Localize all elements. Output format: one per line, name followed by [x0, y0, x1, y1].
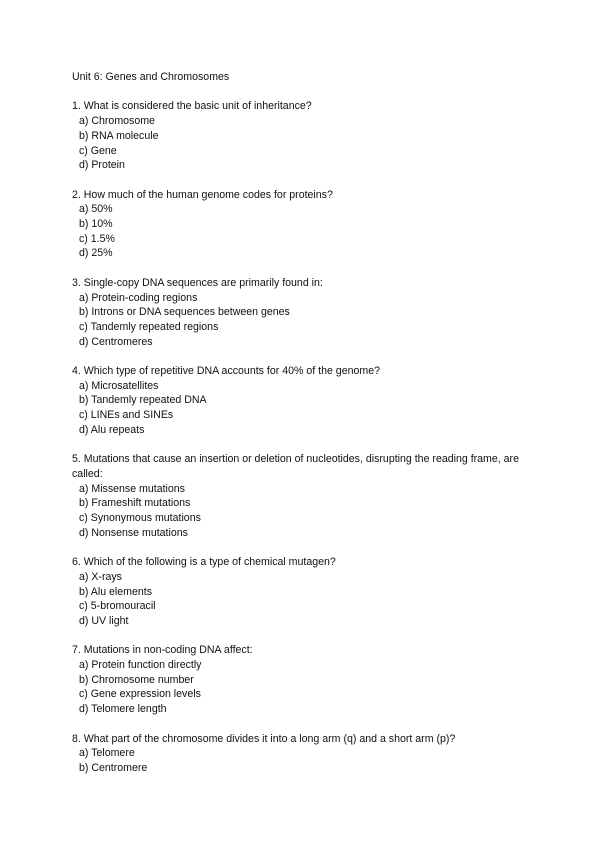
- question-list: [72, 99, 542, 775]
- answer-option: b) Alu elements: [79, 585, 153, 598]
- question-8: [72, 732, 542, 776]
- answer-option: c) LINEs and SINEs: [79, 409, 174, 422]
- answer-option: b) Chromosome number: [79, 673, 194, 686]
- document-page: [72, 70, 542, 790]
- question-4: [72, 364, 542, 438]
- answer-options: [72, 746, 542, 775]
- answer-options: [72, 570, 542, 629]
- answer-options: [72, 379, 542, 438]
- answer-option: c) Gene expression levels: [79, 688, 201, 701]
- answer-option: d) 25%: [79, 247, 113, 260]
- answer-options: [72, 202, 542, 261]
- answer-option: d) Centromeres: [79, 335, 153, 348]
- question-5: [72, 452, 542, 540]
- answer-option: c) Synonymous mutations: [79, 512, 201, 525]
- question-2: [72, 188, 542, 262]
- answer-option: a) 50%: [79, 203, 113, 216]
- answer-option: a) Missense mutations: [79, 482, 185, 495]
- answer-options: [72, 291, 542, 350]
- answer-option: b) RNA molecule: [79, 129, 159, 142]
- question-text: 7. Mutations in non-coding DNA affect:: [72, 644, 253, 657]
- answer-option: a) Microsatellites: [79, 379, 159, 392]
- question-text: 3. Single-copy DNA sequences are primarily found in:: [72, 276, 323, 289]
- answer-option: b) Centromere: [79, 761, 148, 774]
- question-6: [72, 555, 542, 629]
- question-text: 5. Mutations that cause an insertion or deletion of nucleotides, disrupting the reading frame, are called:: [72, 453, 519, 480]
- answer-option: a) Protein-coding regions: [79, 291, 198, 304]
- answer-option: b) Tandemly repeated DNA: [79, 394, 207, 407]
- answer-option: c) 1.5%: [79, 232, 115, 245]
- answer-option: d) UV light: [79, 614, 129, 627]
- answer-option: a) Telomere: [79, 747, 135, 760]
- answer-option: a) Protein function directly: [79, 659, 202, 672]
- answer-option: d) Nonsense mutations: [79, 526, 188, 539]
- answer-options: [72, 658, 542, 717]
- answer-option: b) Introns or DNA sequences between genes: [79, 306, 290, 319]
- document-title: Unit 6: Genes and Chromosomes: [72, 71, 230, 83]
- answer-option: c) 5-bromouracil: [79, 600, 156, 613]
- answer-option: d) Protein: [79, 159, 125, 172]
- answer-option: b) 10%: [79, 218, 113, 230]
- answer-option: d) Alu repeats: [79, 423, 145, 436]
- question-7: [72, 643, 542, 717]
- answer-options: [72, 114, 542, 173]
- question-text: 2. How much of the human genome codes for proteins?: [72, 188, 333, 201]
- question-3: [72, 276, 542, 350]
- question-text: 1. What is considered the basic unit of inheritance?: [72, 100, 312, 113]
- answer-option: b) Frameshift mutations: [79, 497, 191, 510]
- answer-options: [72, 482, 542, 541]
- answer-option: a) X-rays: [79, 570, 122, 583]
- answer-option: c) Gene: [79, 144, 117, 157]
- answer-option: d) Telomere length: [79, 703, 167, 716]
- question-text: 4. Which type of repetitive DNA accounts for 40% of the genome?: [72, 365, 380, 377]
- question-text: 6. Which of the following is a type of chemical mutagen?: [72, 556, 336, 569]
- question-1: [72, 99, 542, 173]
- answer-option: c) Tandemly repeated regions: [79, 320, 219, 333]
- question-text: 8. What part of the chromosome divides it into a long arm (q) and a short arm (p)?: [72, 732, 456, 745]
- answer-option: a) Chromosome: [79, 115, 155, 128]
